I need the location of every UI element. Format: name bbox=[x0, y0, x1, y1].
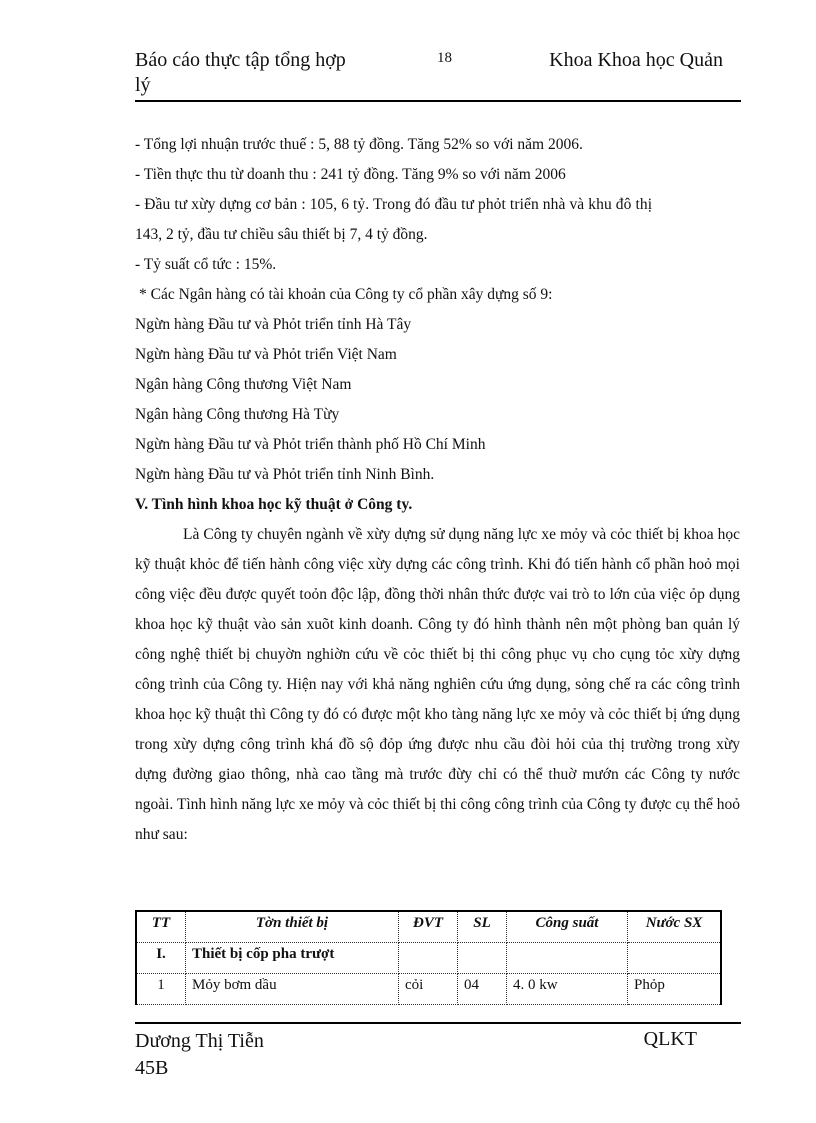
footer-author-name: Dương Thị Tiễn bbox=[135, 1030, 264, 1052]
equipment-table bbox=[135, 910, 722, 1005]
footer-dept: QLKT bbox=[643, 1028, 697, 1050]
footer-class: 45B bbox=[135, 1057, 169, 1079]
page-body bbox=[135, 130, 740, 850]
empty-cell bbox=[628, 943, 722, 974]
section-tt: I. bbox=[136, 943, 186, 974]
empty-cell bbox=[399, 943, 458, 974]
cell-tt: 1 bbox=[136, 974, 186, 1005]
body-paragraph: Là Công ty chuyên ngành về xừy dựng sử dụng năng lực xe mỏy và cỏc thiết bị khoa học kỹ thuật khỏc để tiến hành công việc xừy dựng các công trình. Khi đó tiến hành cổ phần hoỏ mọi công việc đều được quyết toỏn độc lập, đồng thời nhân thức được vai trò to lớn của việc ỏp dụng khoa học kỹ thuật vào sản xuõt kinh doanh. Công ty đó hình thành nên một phòng ban quản lý công nghệ thiết bị chuyờn nghiờn cứu về cỏc thiết bị thi công phục vụ cho cụng tỏc xừy dựng công trình của Công ty. Hiện nay với khả năng nghiên cứu ứng dụng, sỏng chế ra các công trình khoa học kỹ thuật thì Công ty đó có được một kho tàng năng lực xe mỏy và cỏc thiết bị ứng dụng trong xừy dựng công trình khá đồ sộ đỏp ứng được nhu cầu đòi hỏi của thị trường trong xừy dựng đường giao thông, nhà cao tầng mà trước đừy chỉ có thể thuờ mướn các Công ty nước ngoài. Tình hình năng lực xe mỏy và cỏc thiết bị thi công công trình của Công ty được cụ thể hoỏ như sau: bbox=[135, 526, 740, 843]
col-tt: TT bbox=[136, 911, 186, 943]
bank-item: Ngừn hàng Đầu tư và Phỏt triển tỉnh Hà Tây bbox=[135, 316, 412, 333]
bank-item: Ngừn hàng Đầu tư và Phỏt triển thành phố Hồ Chí Minh bbox=[135, 436, 486, 453]
table-row bbox=[136, 974, 721, 1005]
table-header-row bbox=[136, 911, 721, 943]
page-number: 18 bbox=[437, 50, 452, 66]
header-title-right: Khoa Khoa học Quản bbox=[549, 49, 723, 71]
cell-qty: 04 bbox=[458, 974, 507, 1005]
bullet-line: - Đầu tư xừy dựng cơ bản : 105, 6 tỷ. Trong đó đầu tư phỏt triển nhà và khu đô thị bbox=[135, 196, 653, 213]
col-country: Nước SX bbox=[628, 911, 722, 943]
page-header bbox=[135, 48, 741, 102]
footer-author bbox=[135, 1028, 264, 1082]
section-heading: V. Tình hình khoa học kỹ thuật ở Công ty. bbox=[135, 496, 413, 513]
cell-country: Phỏp bbox=[628, 974, 722, 1005]
page-footer bbox=[135, 1022, 741, 1079]
col-qty: SL bbox=[458, 911, 507, 943]
cell-name: Mỏy bơm dầu bbox=[186, 974, 399, 1005]
bullet-line: 143, 2 tỷ, đầu tư chiều sâu thiết bị 7, 4 tỷ đồng. bbox=[135, 226, 428, 243]
header-title-left-text: Báo cáo thực tập tổng hợp bbox=[135, 49, 346, 71]
table-section-row bbox=[136, 943, 721, 974]
bank-item: Ngân hàng Công thương Hà Từy bbox=[135, 406, 340, 423]
empty-cell bbox=[458, 943, 507, 974]
bank-item: Ngân hàng Công thương Việt Nam bbox=[135, 376, 352, 393]
bank-item: Ngừn hàng Đầu tư và Phỏt triển Việt Nam bbox=[135, 346, 397, 363]
col-power: Công suất bbox=[507, 911, 628, 943]
header-title-left-wrap: lý bbox=[135, 74, 151, 96]
empty-cell bbox=[507, 943, 628, 974]
section-name: Thiết bị cốp pha trượt bbox=[186, 943, 399, 974]
col-unit: ĐVT bbox=[399, 911, 458, 943]
header-title-left bbox=[135, 48, 395, 98]
bullet-line: - Tỷ suất cổ tức : 15%. bbox=[135, 256, 277, 273]
cell-unit: cỏi bbox=[399, 974, 458, 1005]
col-name: Tờn thiết bị bbox=[186, 911, 399, 943]
bullet-line: - Tổng lợi nhuận trước thuế : 5, 88 tỷ đồng. Tăng 52% so với năm 2006. bbox=[135, 136, 583, 153]
bullet-line: - Tiền thực thu từ doanh thu : 241 tỷ đồng. Tăng 9% so với năm 2006 bbox=[135, 166, 566, 183]
banks-intro: * Các Ngân hàng có tài khoản của Công ty cổ phần xây dựng số 9: bbox=[139, 286, 553, 303]
bank-item: Ngừn hàng Đầu tư và Phỏt triển tỉnh Ninh Bình. bbox=[135, 466, 435, 483]
cell-power: 4. 0 kw bbox=[507, 974, 628, 1005]
